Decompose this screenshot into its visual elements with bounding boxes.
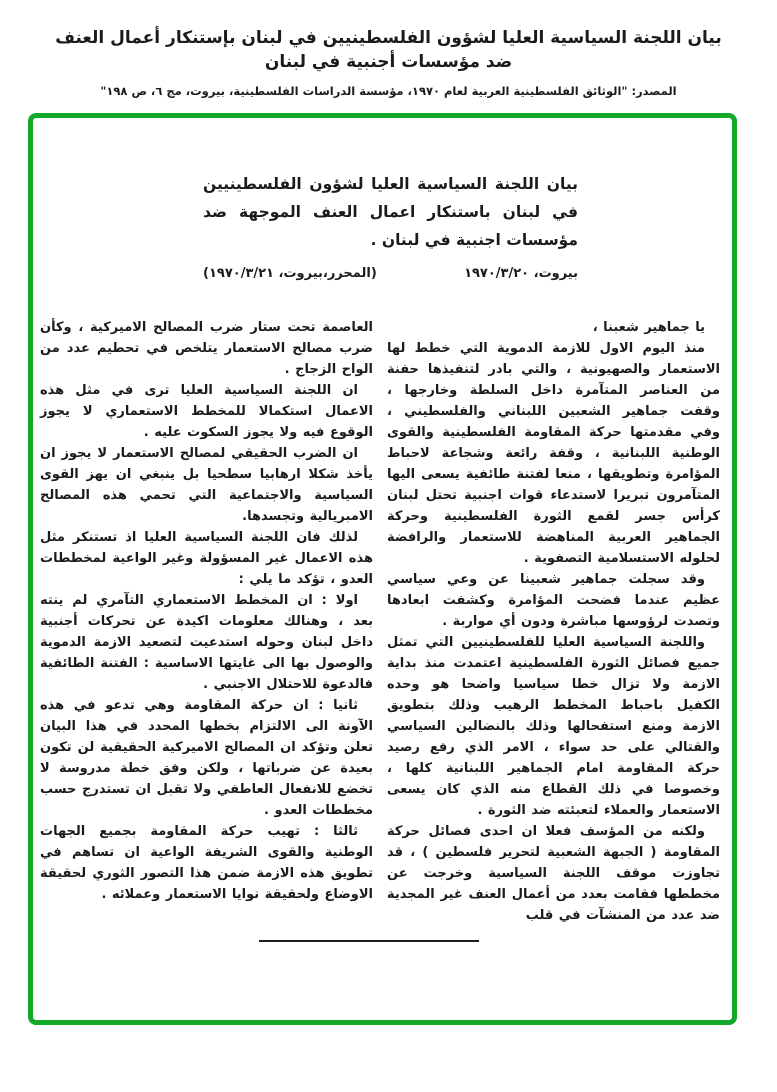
statement-box	[28, 113, 737, 1025]
page-header	[0, 26, 777, 98]
dateline-row	[203, 266, 578, 281]
text-columns	[40, 317, 720, 926]
source-line: المصدر: "الوثائق الفلسطينية العربية لعام ١٩٧٠، مؤسسة الدراسات الفلسطينية، بيروت، مج ٦، ص ١٩٨"	[100, 84, 677, 98]
paragraph: لذلك فان اللجنة السياسية العليا اذ تستنكر مثل هذه الاعمال غير المسؤولة وغير الواعية لمخططات العدو ، تؤكد ما يلي :	[40, 530, 373, 587]
paragraph: منذ اليوم الاول للازمة الدموية التي خطط لها الاستعمار والصهيونية ، والتي بادر لتنفيذها حفنة من العناصر المتآمرة داخل السلطة وخارجها ، وقفت جماهير الشعبين اللبناني والفلسطيني ، وفي مقدمتها حركة المقاومة الفلسطينية والقوى الوطنية اللبنانية ، وقفة رائعة وشجاعة لاحباط المؤامرة وتطويقها ، منعا لفتنة طائفية يسعى اليها المتآمرون تبريرا لاستدعاء قوات اجنبية تحتل لبنان كرأس جسر لقمع الثورة الفلسطينية وحركة الجماهير العربية المناهضة للاستعمار والرافضة لحلوله الاستسلامية التصفوية .	[387, 341, 720, 566]
dateline-editor-note: (المحرر،بيروت، ١٩٧٠/٣/٢١)	[203, 266, 377, 281]
footnote-divider	[259, 940, 479, 942]
document-title: بيان اللجنة السياسية العليا لشؤون الفلسطينيين في لبنان بإستنكار أعمال العنف ضد مؤسسات أجنبية في لبنان	[55, 28, 722, 72]
paragraph: يا جماهير شعبنا ،	[592, 320, 705, 335]
statement-title: بيان اللجنة السياسية العليا لشؤون الفلسطينيين في لبنان باستنكار اعمال العنف الموجهة ضد مؤسسات اجنبية في لبنان .	[203, 175, 578, 249]
paragraph: اولا : ان المخطط الاستعماري التآمري لم ينته بعد ، وهنالك معلومات اكيدة عن تحركات أجنبية داخل لبنان وحوله استدعيت لتصعيد الازمة الدموية والوصول بها الى غايتها الاساسية : الفتنة الطائفية فالدعوة للاحتلال الاجنبي .	[40, 593, 373, 692]
paragraph: العاصمة تحت ستار ضرب المصالح الاميركية ، وكأن ضرب مصالح الاستعمار يتلخص في تحطيم عدد من الواح الزجاج .	[40, 320, 373, 377]
paragraph: ثانيا : ان حركة المقاومة وهي تدعو في هذه الآونة الى الالتزام بخطها المحدد في هذا البيان تعلن وتؤكد ان المصالح الاميركية الحقيقية لن تكون بعيدة عن ضرباتها ، ولكن وفق خطة مدروسة لا تخضع للانفعال العاطفي ولا تقبل ان تستدرج حسب مخططات العدو .	[40, 698, 373, 818]
column-right	[387, 317, 720, 926]
paragraph: ولكنه من المؤسف فعلا ان احدى فصائل حركة المقاومة ( الجبهة الشعبية لتحرير فلسطين ) ، قد تجاوزت موقف اللجنة السياسية وخرجت عن مخططها فقامت بعدد من أعمال العنف غير المجدية ضد عدد من المنشآت في قلب	[387, 824, 720, 923]
dateline-place: بيروت، ١٩٧٠/٣/٢٠	[464, 266, 578, 281]
column-left	[40, 317, 373, 926]
paragraph: وقد سجلت جماهير شعبينا عن وعي سياسي عظيم عندما فضحت المؤامرة وكشفت ابعادها وتصدت لرؤوسها مباشرة ودون أي مواربة .	[387, 572, 720, 629]
paragraph: واللجنة السياسية العليا للفلسطينيين التي تمثل جميع فصائل الثورة الفلسطينية اعتمدت منذ بداية الازمة ولا تزال خطا سياسيا واضحا هو وحده الكفيل باحباط المخطط الرهيب وذلك بتطويق الازمة ومنع استفحالها وذلك بالنضالين السياسي والقتالي على حد سواء ، الامر الذي رفع رصيد حركة المقاومة امام الجماهير اللبنانية كلها ، وخصوصا في ذلك القطاع منه الذي كان يسعى الاستعمار والعملاء لتعبئته ضد الثورة .	[387, 635, 720, 818]
paragraph: ان اللجنة السياسية العليا ترى في مثل هذه الاعمال استكمالا للمخطط الاستعماري لا يجوز الوقوع فيه ولا يجوز السكوت عليه .	[40, 383, 373, 440]
paragraph: ثالثا : تهيب حركة المقاومة بجميع الجهات الوطنية والقوى الشريفة الواعية ان تساهم في تطويق هذه الازمة ضمن هذا التصور الثوري لحقيقة الاوضاع ولحقيقة نوايا الاستعمار وعملائه .	[40, 824, 373, 902]
paragraph: ان الضرب الحقيقي لمصالح الاستعمار لا يجوز ان يأخذ شكلا ارهابيا سطحيا بل ينبغي ان يهز القوى السياسية والاجتماعية التي تحمي هذه المصالح الامبريالية وتجسدها.	[40, 446, 373, 524]
